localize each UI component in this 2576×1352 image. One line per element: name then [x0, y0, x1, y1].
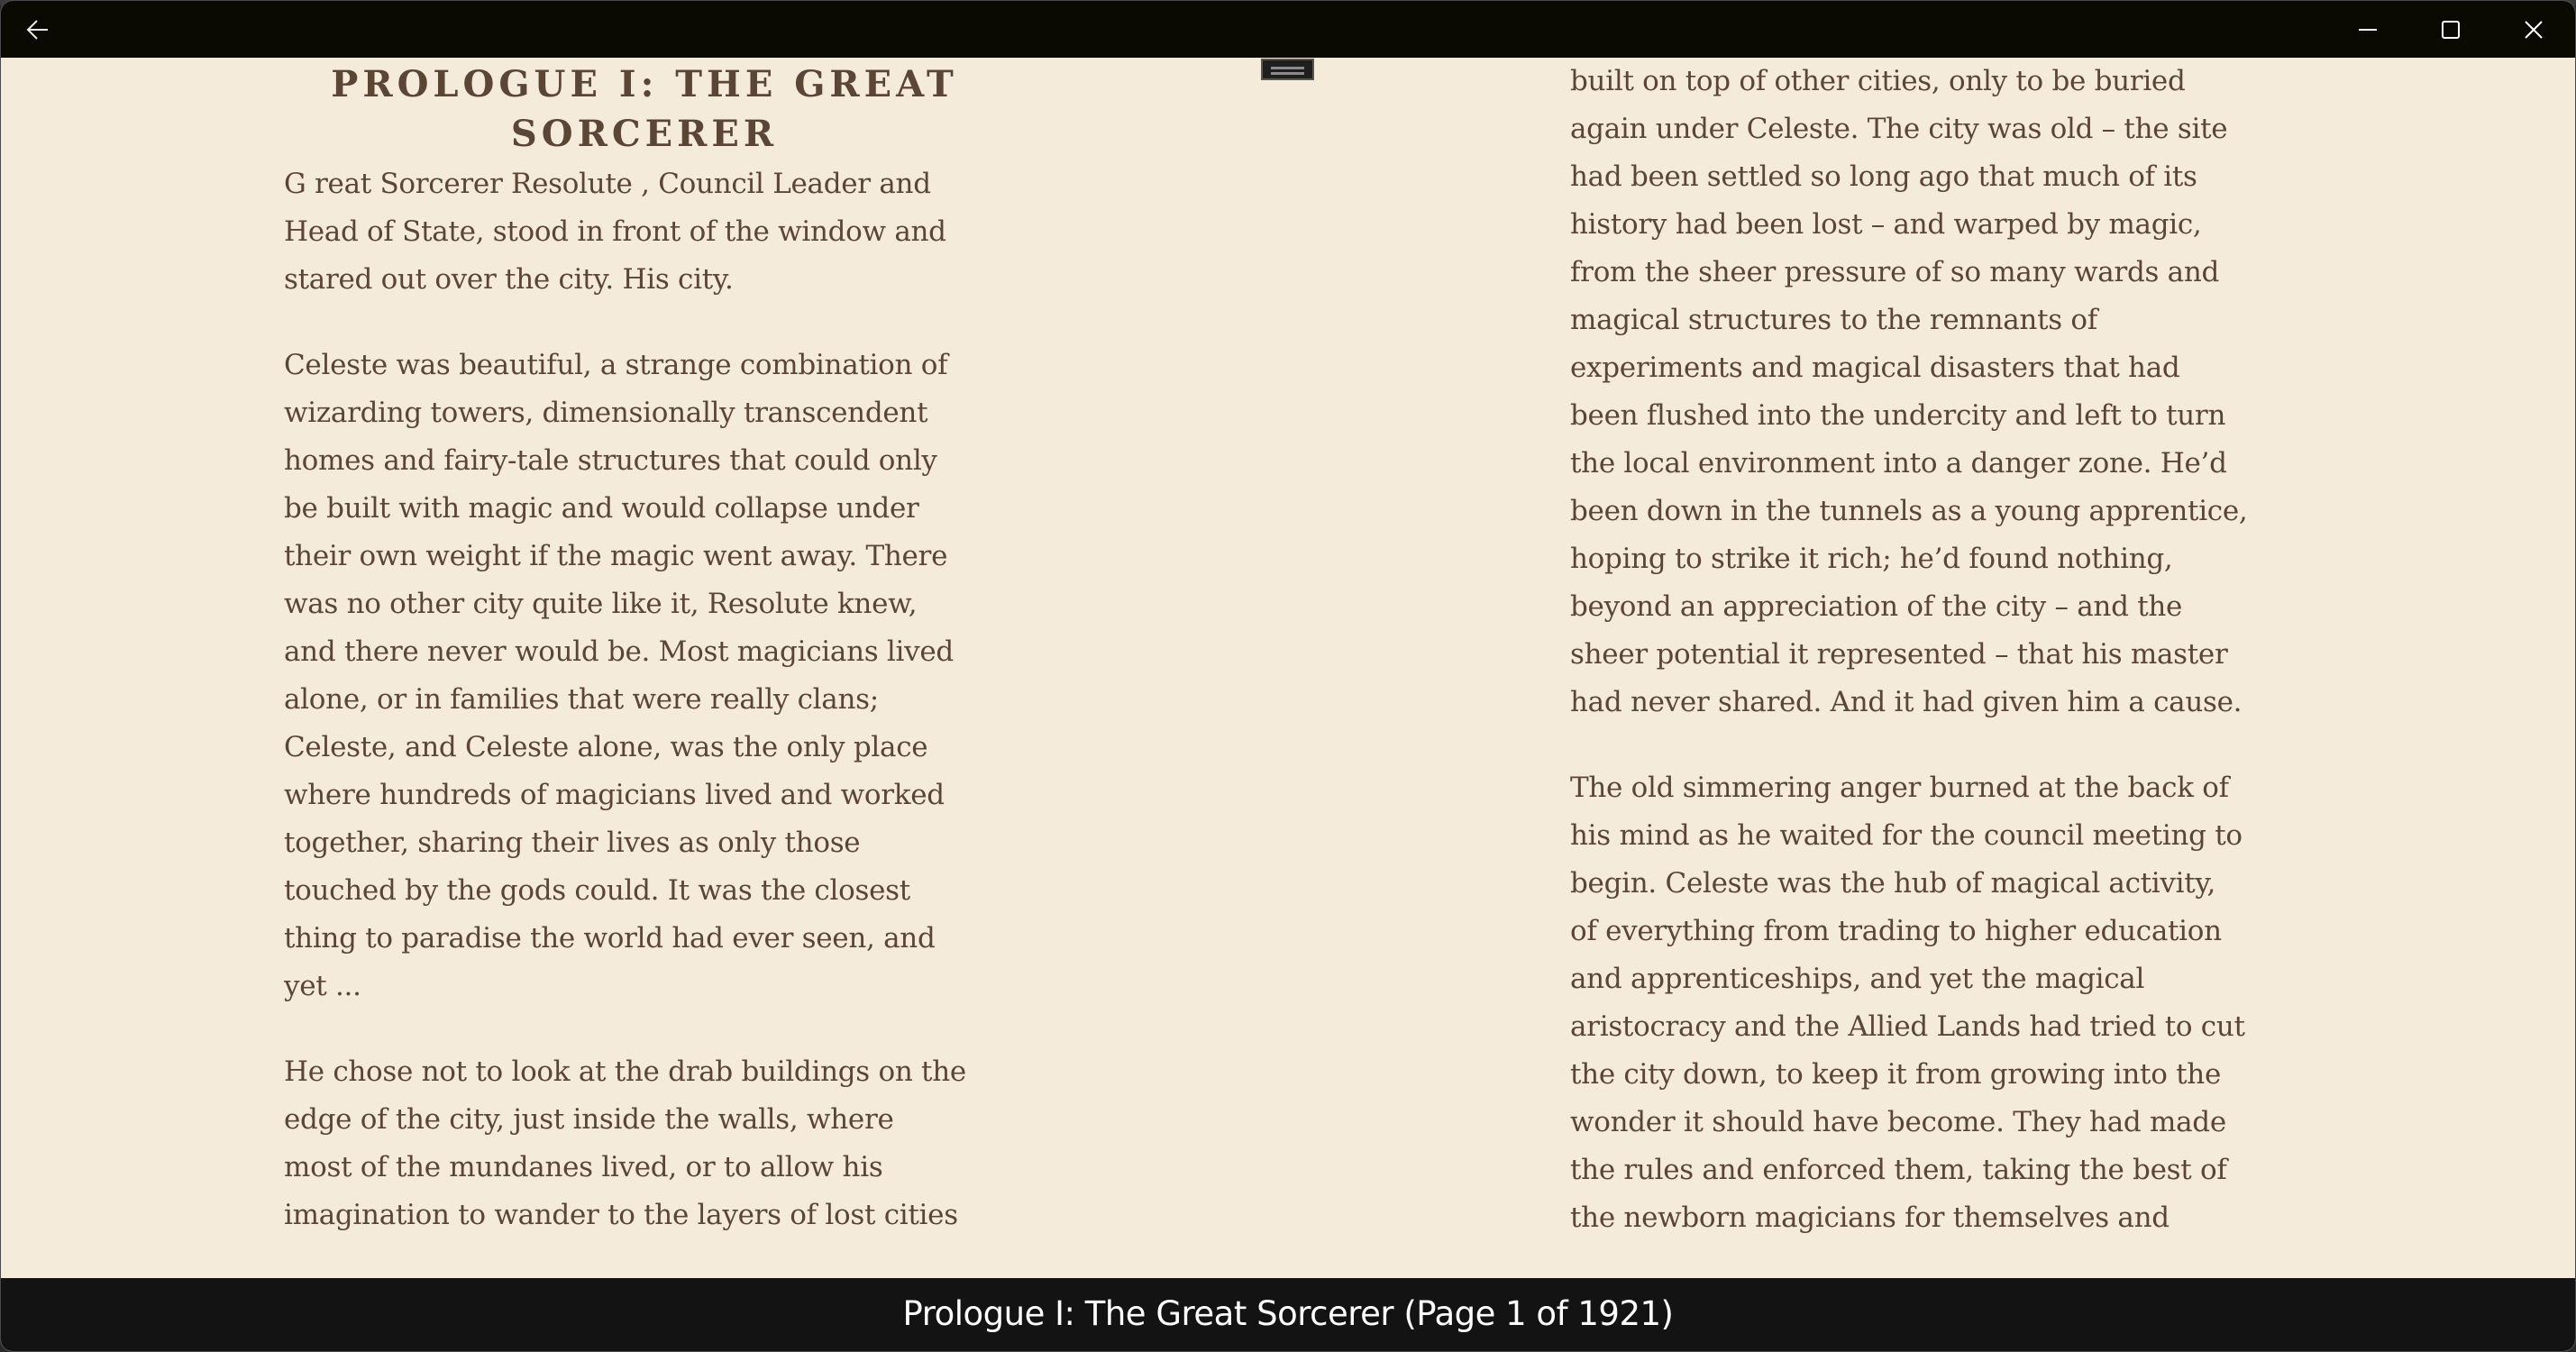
text-line: alone, or in families that were really clans; — [284, 683, 879, 716]
text-line: thing to paradise the world had ever seen, and — [284, 922, 936, 955]
paragraph — [284, 160, 1023, 304]
text-line: imagination to wander to the layers of lost cities — [284, 1199, 958, 1231]
paragraph — [1570, 764, 2309, 1242]
right-page — [1570, 58, 2309, 1278]
text-line: most of the mundanes lived, or to allow his — [284, 1151, 883, 1183]
text-line: the newborn magicians for themselves and — [1570, 1201, 2170, 1234]
text-line: hoping to strike it rich; he’d found nothing, — [1570, 543, 2173, 575]
chapter-title-line: PROLOGUE I: THE GREAT — [331, 63, 958, 105]
text-line: the city down, to keep it from growing into the — [1570, 1058, 2221, 1091]
text-line: had been settled so long ago that much of its — [1570, 160, 2197, 193]
chapter-title — [284, 58, 1005, 159]
hamburger-handle-icon — [1271, 67, 1304, 69]
text-line: his mind as he waited for the council meeting to — [1570, 819, 2243, 852]
text-line: edge of the city, just inside the walls, where — [284, 1103, 894, 1136]
text-line: wizarding towers, dimensionally transcendent — [284, 397, 928, 429]
reader-menu-handle[interactable] — [1261, 59, 1314, 80]
text-line: their own weight if the magic went away. There — [284, 540, 948, 572]
maximize-button[interactable] — [2409, 1, 2492, 58]
text-line: yet ... — [284, 970, 361, 1002]
hamburger-handle-icon-bar — [1271, 72, 1304, 75]
text-line: beyond an appreciation of the city – and the — [1570, 590, 2183, 623]
text-line: Celeste, and Celeste alone, was the only place — [284, 731, 928, 763]
chapter-page-indicator: Prologue I: The Great Sorcerer (Page 1 of 1921) — [902, 1294, 1674, 1333]
text-line: G reat Sorcerer Resolute , Council Leader and — [284, 168, 931, 200]
text-line: been flushed into the undercity and left to turn — [1570, 399, 2226, 432]
title-bar — [1, 1, 2575, 58]
text-line: of everything from trading to higher education — [1570, 915, 2222, 947]
paragraph — [284, 1048, 1023, 1239]
text-line: homes and fairy-tale structures that could only — [284, 444, 937, 477]
text-line: the rules and enforced them, taking the best of — [1570, 1154, 2227, 1186]
text-line: had never shared. And it had given him a cause. — [1570, 686, 2243, 718]
close-icon — [2524, 20, 2544, 40]
text-line: Head of State, stood in front of the window and — [284, 215, 946, 248]
text-line: and apprenticeships, and yet the magical — [1570, 963, 2145, 995]
text-line: history had been lost – and warped by magic, — [1570, 208, 2202, 241]
text-line: The old simmering anger burned at the back of — [1570, 772, 2229, 804]
text-line: where hundreds of magicians lived and worked — [284, 779, 945, 811]
minimize-button[interactable] — [2326, 1, 2409, 58]
text-line: magical structures to the remnants of — [1570, 304, 2097, 336]
text-line: wonder it should have become. They had made — [1570, 1106, 2226, 1138]
text-line: be built with magic and would collapse under — [284, 492, 919, 525]
text-line: touched by the gods could. It was the closest — [284, 874, 910, 907]
status-bar — [1, 1278, 2575, 1352]
paragraph — [1570, 58, 2309, 726]
close-button[interactable] — [2492, 1, 2575, 58]
paragraph — [284, 342, 1023, 1010]
text-line: built on top of other cities, only to be buried — [1570, 65, 2186, 97]
text-line: the local environment into a danger zone. He’d — [1570, 447, 2227, 480]
text-line: sheer potential it represented – that his master — [1570, 638, 2228, 671]
text-line: stared out over the city. His city. — [284, 263, 734, 296]
text-line: and there never would be. Most magicians lived — [284, 635, 954, 668]
text-line: been down in the tunnels as a young apprentice, — [1570, 495, 2248, 527]
maximize-icon — [2441, 20, 2461, 40]
text-line: was no other city quite like it, Resolute knew, — [284, 588, 918, 620]
text-line: begin. Celeste was the hub of magical activity, — [1570, 867, 2216, 900]
arrow-left-icon — [26, 19, 50, 41]
text-line: He chose not to look at the drab buildings on the — [284, 1055, 966, 1088]
text-line: from the sheer pressure of so many wards and — [1570, 256, 2220, 288]
back-button[interactable] — [14, 8, 62, 51]
chapter-title-line: SORCERER — [510, 113, 779, 155]
minimize-icon — [2358, 20, 2378, 40]
text-line: again under Celeste. The city was old – the site — [1570, 113, 2228, 145]
text-line: experiments and magical disasters that had — [1570, 352, 2180, 384]
left-page — [284, 58, 1023, 1278]
text-line: aristocracy and the Allied Lands had tried to cut — [1570, 1010, 2245, 1043]
text-line: Celeste was beautiful, a strange combination of — [284, 349, 948, 381]
text-line: together, sharing their lives as only those — [284, 827, 861, 859]
